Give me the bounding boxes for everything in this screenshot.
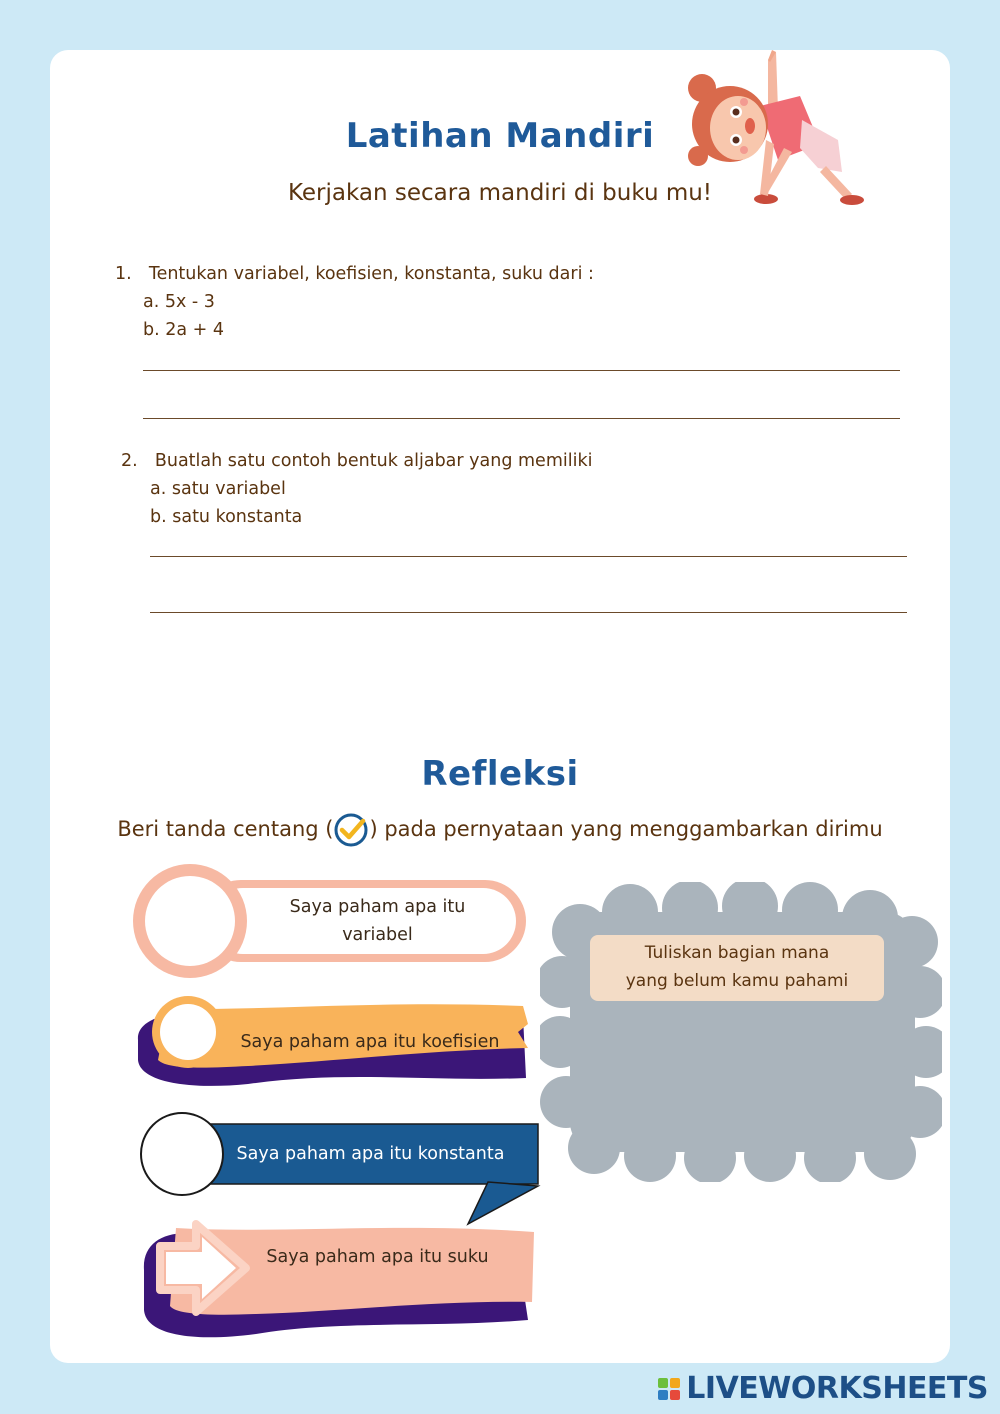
liveworksheets-logo-icon (658, 1378, 680, 1400)
statement-3-label: Saya paham apa itu konstanta (236, 1144, 505, 1164)
cloud-prompt-label: Tuliskan bagian mana yang belum kamu pahami (590, 935, 884, 1001)
question-item: b. 2a + 4 (143, 320, 225, 340)
question-item: a. satu variabel (150, 479, 286, 499)
page-title: Latihan Mandiri (345, 116, 655, 156)
statement-4-label: Saya paham apa itu suku (266, 1247, 489, 1267)
answer-line[interactable] (150, 612, 907, 613)
reflection-title: Refleksi (421, 754, 579, 794)
statement-2-label: Saya paham apa itu koefisien (240, 1032, 500, 1052)
reflection-instruction: Beri tanda centang ( ) pada pernyataan yang menggambarkan dirimu (0, 812, 1000, 848)
question-1 (115, 260, 835, 344)
statement-3-checkbox[interactable] (142, 1114, 224, 1196)
question-2 (121, 447, 841, 531)
question-item: b. satu konstanta (150, 507, 303, 527)
answer-line[interactable] (143, 418, 900, 419)
cloud-answer-area[interactable] (570, 1010, 910, 1160)
page-subtitle: Kerjakan secara mandiri di buku mu! (287, 180, 713, 206)
statement-4-checkbox[interactable] (160, 1226, 250, 1316)
checkmark-icon (333, 812, 369, 848)
statement-1-checkbox[interactable] (146, 876, 236, 966)
statement-2-checkbox[interactable] (160, 1004, 216, 1060)
answer-line[interactable] (143, 370, 900, 371)
question-text: Buatlah satu contoh bentuk aljabar yang memiliki (154, 451, 593, 471)
watermark: LIVEWORKSHEETS (658, 1371, 988, 1406)
question-number: 2. (121, 451, 138, 471)
question-item: a. 5x - 3 (143, 292, 215, 312)
question-number: 1. (115, 264, 132, 284)
statement-1-label: Saya paham apa itu variabel (289, 897, 466, 945)
answer-line[interactable] (150, 556, 907, 557)
question-text: Tentukan variabel, koefisien, konstanta, suku dari : (148, 264, 594, 284)
